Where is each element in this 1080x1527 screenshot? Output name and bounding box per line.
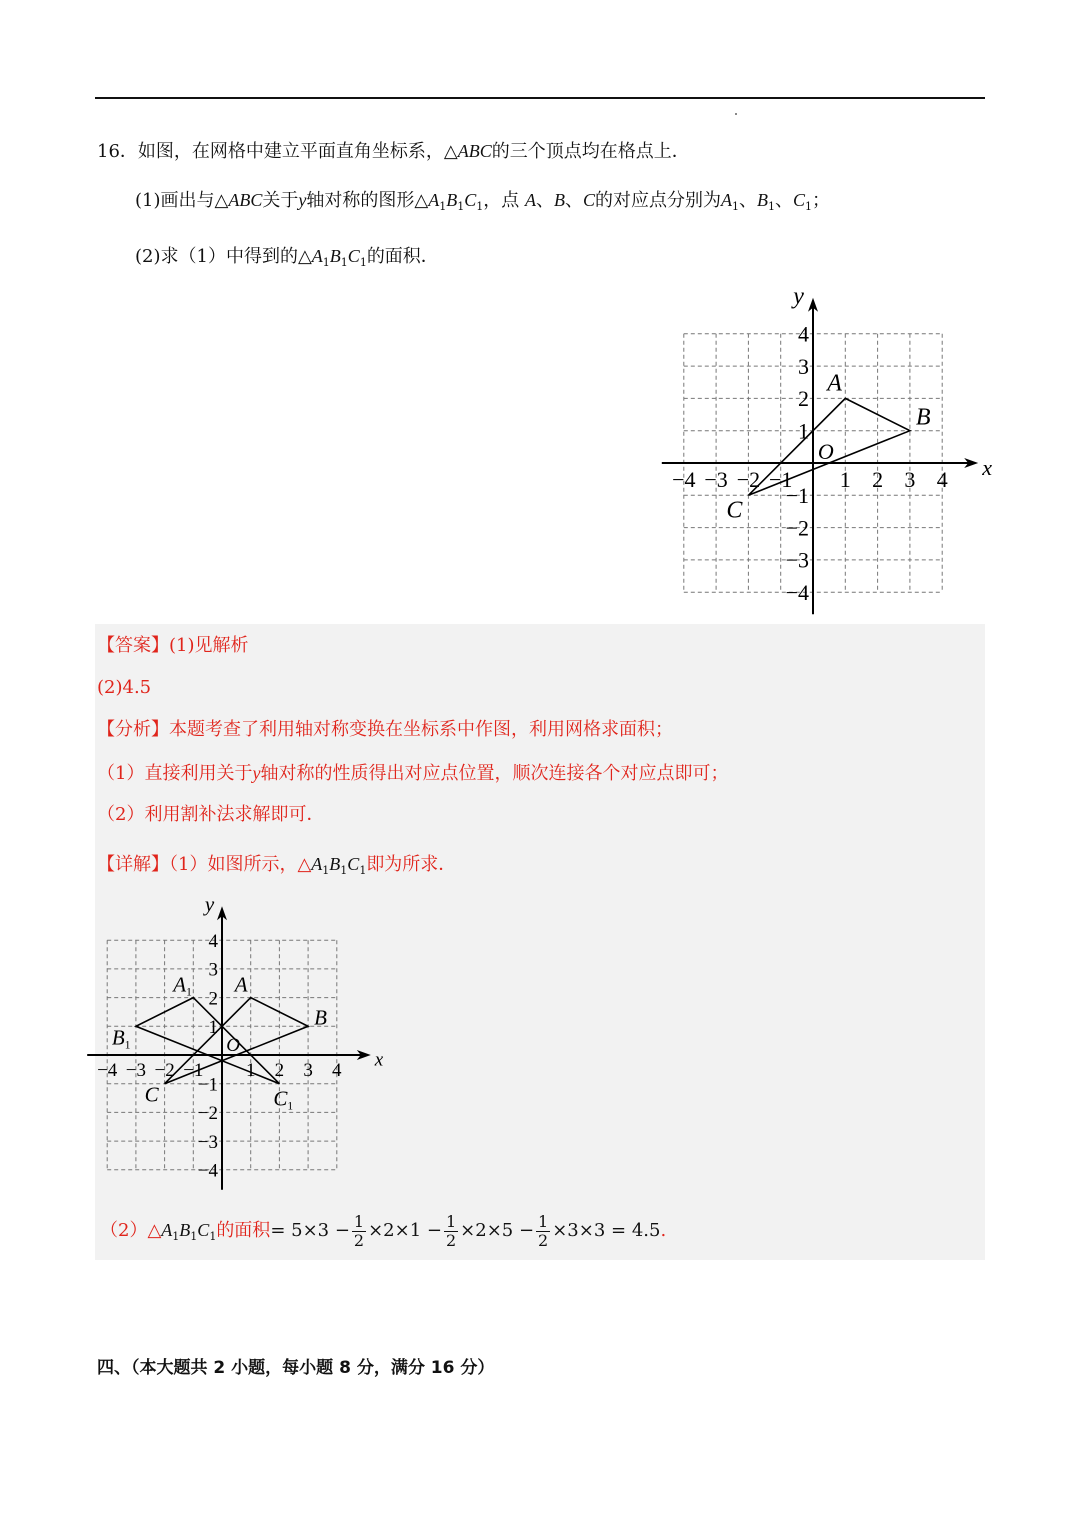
part2-b1: B (329, 246, 341, 266)
detail-tag: 【详解】 (97, 854, 169, 875)
y-tick-label: 4 (798, 321, 809, 347)
x-tick-label: 3 (904, 467, 916, 492)
detail1-b1: B (329, 854, 341, 874)
detail1-a1: A (311, 854, 323, 874)
point-label-a: A (827, 370, 842, 397)
subscript: 1 (190, 1230, 198, 1243)
x-tick-label: −3 (704, 467, 728, 492)
point-b: B (553, 190, 565, 210)
x-tick-label: 4 (332, 1060, 342, 1081)
y-tick-label: −2 (785, 515, 809, 541)
part2-c1: C (347, 246, 360, 266)
subscript: 1 (457, 200, 465, 213)
analysis-2: （2）利用割补法求解即可． (97, 804, 325, 825)
y-tick-label: −1 (785, 483, 809, 508)
x-tick-label: −4 (97, 1060, 118, 1081)
x-tick-label: −3 (125, 1060, 147, 1081)
x-tick-label: 2 (872, 467, 884, 492)
y-tick-label: 4 (208, 930, 218, 952)
formula-end: . (660, 1220, 667, 1241)
y-axis-label: y (793, 283, 804, 310)
x-tick-label: 1 (245, 1060, 256, 1081)
point-a: A (524, 190, 536, 210)
subscript: 1 (767, 200, 775, 213)
point-c1: C (792, 190, 805, 210)
coordinate-figure-bottom (95, 891, 395, 1190)
formula-b1: B (179, 1220, 191, 1240)
part2-end: 的面积． (366, 246, 439, 267)
y-tick-label: −4 (785, 579, 809, 605)
fraction-half (536, 1213, 550, 1250)
formula-part: = 5×3 − (270, 1220, 350, 1241)
subscript: 1 (209, 1230, 217, 1243)
answer-line (97, 634, 249, 658)
formula-prefix: （2）△ (100, 1220, 162, 1241)
part1-text: 轴对称的图形△ (306, 190, 429, 211)
y-tick-label: 3 (208, 959, 218, 981)
frac-den: 2 (353, 1230, 365, 1250)
part1-end: ； (811, 190, 830, 211)
frac-num: 1 (538, 1211, 549, 1231)
x-tick-label: −4 (672, 467, 696, 492)
part1-b1: B (446, 190, 458, 210)
question-stem (97, 139, 690, 164)
point-c: C (582, 190, 595, 210)
fraction-half (444, 1213, 458, 1250)
detail1-c1: C (347, 854, 360, 874)
subscript: 1 (731, 200, 739, 213)
point-a1: A (720, 190, 732, 210)
separator: 、 (774, 190, 793, 211)
point-label-b1: B1 (111, 1025, 131, 1052)
analysis-line (97, 718, 673, 742)
subscript: 1 (804, 200, 812, 213)
header-dot (735, 113, 737, 115)
subscript: 1 (322, 256, 330, 269)
separator: 、 (564, 190, 583, 211)
subscript: 1 (322, 864, 330, 877)
analysis1-axis: y (252, 763, 261, 783)
subscript: 1 (172, 1230, 180, 1243)
question-part2 (135, 244, 439, 275)
point-label-b: B (314, 1005, 327, 1030)
stem-text: 如图，在网格中建立平面直角坐标系，△ (137, 141, 458, 162)
x-tick-label: −1 (768, 467, 793, 492)
x-tick-label: 4 (936, 467, 948, 492)
x-tick-label: −1 (183, 1060, 204, 1081)
y-tick-label: −4 (197, 1160, 218, 1182)
frac-den: 2 (445, 1230, 457, 1250)
detail-line (97, 852, 456, 883)
coordinate-figure-top (650, 283, 992, 622)
part2-a1: A (311, 246, 323, 266)
answer-part2: (2)4.5 (97, 677, 152, 698)
y-tick-label: 3 (798, 353, 809, 379)
part1-axis: y (298, 190, 307, 210)
point-label-c: C (144, 1082, 159, 1107)
analysis1-text: （1）直接利用关于 (97, 763, 253, 784)
point-label-c1: C1 (273, 1086, 294, 1113)
section-heading: 四、（本大题共 2 小题，每小题 8 分，满分 16 分） (97, 1358, 495, 1378)
formula-a1: A (161, 1220, 173, 1240)
x-axis-label: x (982, 455, 992, 481)
formula-area-label: 的面积 (216, 1220, 271, 1241)
point-label-a: A (234, 972, 248, 997)
formula-part: ×3×3 = 4.5 (552, 1220, 661, 1241)
y-tick-label: 2 (798, 386, 809, 412)
x-tick-label: 1 (839, 467, 851, 492)
y-tick-label: −1 (197, 1074, 218, 1096)
point-label-b: B (915, 404, 931, 431)
detail1-text: （1）如图所示，△ (169, 854, 312, 875)
part2-label: (2)求（1）中得到的△ (135, 246, 312, 267)
formula-part: ×2×1 − (368, 1220, 442, 1241)
area-formula (100, 1208, 666, 1259)
x-tick-label: −2 (736, 467, 761, 492)
analysis1-text-end: 轴对称的性质得出对应点位置，顺次连接各个对应点即可； (260, 763, 729, 784)
subscript: 1 (340, 256, 348, 269)
subscript: 1 (476, 200, 484, 213)
point-b1: B (756, 190, 768, 210)
question-part1 (135, 188, 830, 219)
frac-den: 2 (538, 1230, 549, 1250)
y-tick-label: 1 (798, 418, 809, 444)
subscript: 1 (340, 864, 348, 877)
question-number: 16． (97, 141, 138, 162)
y-tick-label: −2 (197, 1103, 218, 1125)
subscript: 1 (359, 256, 367, 269)
part1-label: (1)画出与△ (135, 190, 229, 211)
y-axis-label: y (204, 891, 215, 916)
frac-num: 1 (353, 1211, 365, 1231)
formula-c1: C (197, 1220, 210, 1240)
answer-tag: 【答案】 (97, 635, 169, 656)
formula-part: ×2×5 − (460, 1220, 535, 1241)
y-tick-label: 1 (208, 1016, 218, 1038)
y-tick-label: 2 (208, 988, 218, 1010)
separator: 、 (738, 190, 757, 211)
point-label-a1: A1 (173, 972, 192, 999)
x-tick-label: 3 (303, 1060, 313, 1081)
part1-triangle: ABC (228, 190, 263, 210)
analysis-tag: 【分析】 (97, 719, 169, 740)
part1-a1: A (428, 190, 440, 210)
subscript: 1 (439, 200, 447, 213)
frac-num: 1 (445, 1211, 457, 1231)
x-tick-label: −2 (154, 1060, 175, 1081)
answer-part1: (1)见解析 (169, 635, 249, 656)
fraction-half (352, 1213, 366, 1250)
analysis-1 (97, 761, 728, 786)
x-axis-label: x (374, 1049, 384, 1071)
part1-c1: C (464, 190, 477, 210)
y-tick-label: −3 (785, 547, 809, 573)
origin-label: O (226, 1035, 241, 1056)
analysis-text: 本题考查了利用轴对称变换在坐标系中作图，利用网格求面积； (169, 719, 673, 740)
stem-text-end: 的三个顶点均在格点上． (491, 141, 690, 162)
stem-triangle: ABC (457, 141, 492, 161)
origin-label: O (817, 439, 834, 464)
header-rule (95, 97, 985, 99)
subscript: 1 (359, 864, 367, 877)
y-tick-label: −3 (197, 1131, 218, 1153)
x-tick-label: 2 (274, 1060, 285, 1081)
separator: 、 (535, 190, 554, 211)
point-label-c: C (726, 497, 743, 524)
part1-text: ，点 (483, 190, 520, 211)
detail1-text-end: 即为所求． (366, 854, 457, 875)
part1-text: 的对应点分别为 (594, 190, 721, 211)
part1-text: 关于 (262, 190, 299, 211)
